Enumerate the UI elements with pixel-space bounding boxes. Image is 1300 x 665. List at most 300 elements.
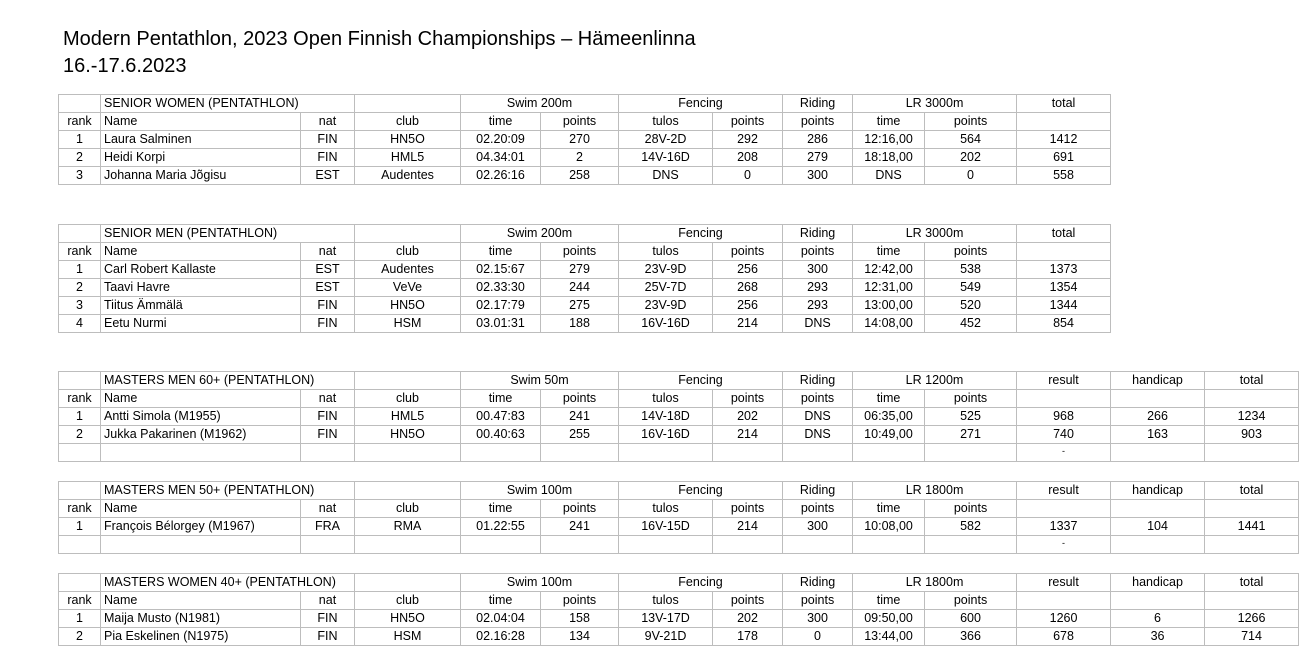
empty-cell xyxy=(1017,444,1111,462)
swim-time-cell: 02.20:09 xyxy=(461,131,541,149)
empty-cell xyxy=(1017,536,1111,554)
lr-points-cell: 600 xyxy=(925,610,1017,628)
fencing-points-cell: 202 xyxy=(713,408,783,426)
fencing-tulos-cell: 23V-9D xyxy=(619,261,713,279)
nat-cell: EST xyxy=(301,279,355,297)
empty-cell xyxy=(301,536,355,554)
name-cell: Eetu Nurmi xyxy=(101,315,301,333)
swim-time-cell: 02.16:28 xyxy=(461,628,541,646)
swim-time-cell: 02.26:16 xyxy=(461,167,541,185)
total-cell: 714 xyxy=(1205,628,1299,646)
club-cell: HSM xyxy=(355,628,461,646)
rank-header-blank xyxy=(59,574,101,592)
fencing-points-cell: 292 xyxy=(713,131,783,149)
name-cell: Pia Eskelinen (N1975) xyxy=(101,628,301,646)
table-row xyxy=(59,297,1111,315)
table-row xyxy=(59,610,1299,628)
fencing-points-cell: 268 xyxy=(713,279,783,297)
rank-cell: 1 xyxy=(59,261,101,279)
rank-cell: 1 xyxy=(59,518,101,536)
table-row xyxy=(59,518,1299,536)
name-cell: Jukka Pakarinen (M1962) xyxy=(101,426,301,444)
rank-column-header: rank xyxy=(59,243,101,261)
empty-cell xyxy=(925,536,1017,554)
swim-points-cell: 275 xyxy=(541,297,619,315)
riding-points-cell: DNS xyxy=(783,426,853,444)
fencing-points-cell: 202 xyxy=(713,610,783,628)
results-table xyxy=(58,94,1111,185)
rank-header-blank xyxy=(59,482,101,500)
rank-column-header: rank xyxy=(59,500,101,518)
club-cell: HN5O xyxy=(355,297,461,315)
lr-points-cell: 452 xyxy=(925,315,1017,333)
nat-cell: FIN xyxy=(301,408,355,426)
swim-header: Swim 50m xyxy=(461,372,619,390)
event-title: MASTERS WOMEN 40+ (PENTATHLON) xyxy=(101,574,301,592)
fencing-tulos-column-header: tulos xyxy=(619,500,713,518)
empty-cell xyxy=(461,536,541,554)
result-cell: 968 xyxy=(1017,408,1111,426)
total-header: total xyxy=(1205,482,1299,500)
fencing-points-cell: 0 xyxy=(713,167,783,185)
lr-points-cell: 549 xyxy=(925,279,1017,297)
empty-cell xyxy=(355,536,461,554)
handicap-cell: 104 xyxy=(1111,518,1205,536)
result-cell: 1337 xyxy=(1017,518,1111,536)
fencing-tulos-cell: 16V-15D xyxy=(619,518,713,536)
riding-points-column-header: points xyxy=(783,390,853,408)
lr-points-cell: 564 xyxy=(925,131,1017,149)
rank-cell: 3 xyxy=(59,167,101,185)
total-header: total xyxy=(1205,372,1299,390)
club-cell: RMA xyxy=(355,518,461,536)
empty-row xyxy=(59,444,1299,462)
club-cell: HSM xyxy=(355,315,461,333)
riding-points-cell: 300 xyxy=(783,518,853,536)
total-cell: 691 xyxy=(1017,149,1111,167)
document-title xyxy=(63,26,696,80)
riding-points-cell: 293 xyxy=(783,279,853,297)
riding-header: Riding xyxy=(783,574,853,592)
rank-cell: 1 xyxy=(59,131,101,149)
handicap-column-blank xyxy=(1111,592,1205,610)
results-table xyxy=(58,371,1299,462)
lr-points-column-header: points xyxy=(925,592,1017,610)
lr-time-cell: 13:44,00 xyxy=(853,628,925,646)
club-column-header: club xyxy=(355,113,461,131)
total-column-blank xyxy=(1017,243,1111,261)
lr-points-cell: 366 xyxy=(925,628,1017,646)
total-header: total xyxy=(1017,225,1111,243)
club-cell: HML5 xyxy=(355,149,461,167)
total-cell: 1234 xyxy=(1205,408,1299,426)
empty-cell xyxy=(1205,444,1299,462)
column-header-row xyxy=(59,500,1299,518)
name-column-header: Name xyxy=(101,113,301,131)
results-table xyxy=(58,481,1299,554)
column-header-row xyxy=(59,592,1299,610)
rank-header-blank xyxy=(59,95,101,113)
swim-points-cell: 241 xyxy=(541,408,619,426)
name-column-header: Name xyxy=(101,390,301,408)
empty-cell xyxy=(713,536,783,554)
dash-mark: - xyxy=(1062,537,1066,548)
nat-header-blank xyxy=(301,95,355,113)
club-cell: HN5O xyxy=(355,426,461,444)
empty-cell xyxy=(783,536,853,554)
empty-cell xyxy=(101,444,301,462)
swim-points-cell: 244 xyxy=(541,279,619,297)
lr-points-column-header: points xyxy=(925,500,1017,518)
result-header: result xyxy=(1017,482,1111,500)
swim-points-cell: 270 xyxy=(541,131,619,149)
swim-header: Swim 100m xyxy=(461,574,619,592)
empty-cell xyxy=(541,536,619,554)
result-column-blank xyxy=(1017,390,1111,408)
club-header-blank xyxy=(355,372,461,390)
swim-points-cell: 188 xyxy=(541,315,619,333)
handicap-cell: 36 xyxy=(1111,628,1205,646)
lr-time-column-header: time xyxy=(853,243,925,261)
lr-time-column-header: time xyxy=(853,390,925,408)
riding-points-column-header: points xyxy=(783,500,853,518)
riding-points-cell: 0 xyxy=(783,628,853,646)
club-column-header: club xyxy=(355,500,461,518)
lr-time-cell: 12:31,00 xyxy=(853,279,925,297)
lr-points-column-header: points xyxy=(925,243,1017,261)
rank-cell: 3 xyxy=(59,297,101,315)
table-row xyxy=(59,261,1111,279)
total-header: total xyxy=(1205,574,1299,592)
nat-cell: FIN xyxy=(301,628,355,646)
fencing-tulos-cell: 16V-16D xyxy=(619,315,713,333)
handicap-column-blank xyxy=(1111,500,1205,518)
swim-time-cell: 02.04:04 xyxy=(461,610,541,628)
total-cell: 1373 xyxy=(1017,261,1111,279)
fencing-header: Fencing xyxy=(619,95,783,113)
total-column-blank xyxy=(1205,500,1299,518)
club-cell: HN5O xyxy=(355,131,461,149)
swim-time-cell: 03.01:31 xyxy=(461,315,541,333)
table-row xyxy=(59,149,1111,167)
handicap-cell: 6 xyxy=(1111,610,1205,628)
nat-cell: FIN xyxy=(301,297,355,315)
fencing-points-column-header: points xyxy=(713,243,783,261)
club-cell: HML5 xyxy=(355,408,461,426)
riding-points-cell: 279 xyxy=(783,149,853,167)
swim-time-cell: 00.40:63 xyxy=(461,426,541,444)
riding-header: Riding xyxy=(783,482,853,500)
total-cell: 1266 xyxy=(1205,610,1299,628)
nat-cell: FIN xyxy=(301,131,355,149)
empty-cell xyxy=(853,444,925,462)
lr-points-cell: 271 xyxy=(925,426,1017,444)
total-cell: 903 xyxy=(1205,426,1299,444)
fencing-header: Fencing xyxy=(619,225,783,243)
fencing-header: Fencing xyxy=(619,482,783,500)
club-cell: Audentes xyxy=(355,261,461,279)
club-cell: HN5O xyxy=(355,610,461,628)
swim-points-cell: 279 xyxy=(541,261,619,279)
swim-time-cell: 01.22:55 xyxy=(461,518,541,536)
nat-header-blank xyxy=(301,225,355,243)
lr-points-column-header: points xyxy=(925,113,1017,131)
fencing-points-cell: 256 xyxy=(713,297,783,315)
empty-cell xyxy=(541,444,619,462)
total-cell: 1354 xyxy=(1017,279,1111,297)
total-header: total xyxy=(1017,95,1111,113)
column-header-row xyxy=(59,243,1111,261)
swim-points-cell: 255 xyxy=(541,426,619,444)
handicap-cell: 266 xyxy=(1111,408,1205,426)
name-cell: Johanna Maria Jõgisu xyxy=(101,167,301,185)
rank-cell: 1 xyxy=(59,408,101,426)
fencing-points-cell: 256 xyxy=(713,261,783,279)
swim-points-cell: 2 xyxy=(541,149,619,167)
rank-header-blank xyxy=(59,372,101,390)
empty-cell xyxy=(1111,536,1205,554)
riding-points-cell: 300 xyxy=(783,610,853,628)
swim-time-column-header: time xyxy=(461,592,541,610)
empty-cell xyxy=(59,444,101,462)
empty-cell xyxy=(301,444,355,462)
swim-time-cell: 02.17:79 xyxy=(461,297,541,315)
total-cell: 1441 xyxy=(1205,518,1299,536)
fencing-tulos-cell: 14V-18D xyxy=(619,408,713,426)
club-column-header: club xyxy=(355,243,461,261)
empty-cell xyxy=(853,536,925,554)
lr-header: LR 3000m xyxy=(853,95,1017,113)
empty-cell xyxy=(101,536,301,554)
lr-time-cell: 18:18,00 xyxy=(853,149,925,167)
fencing-tulos-cell: DNS xyxy=(619,167,713,185)
riding-points-cell: 300 xyxy=(783,167,853,185)
lr-header: LR 1800m xyxy=(853,482,1017,500)
lr-time-cell: 12:16,00 xyxy=(853,131,925,149)
table-row xyxy=(59,426,1299,444)
name-cell: Taavi Havre xyxy=(101,279,301,297)
name-column-header: Name xyxy=(101,500,301,518)
handicap-column-blank xyxy=(1111,390,1205,408)
riding-points-cell: 293 xyxy=(783,297,853,315)
fencing-tulos-column-header: tulos xyxy=(619,113,713,131)
nat-cell: EST xyxy=(301,167,355,185)
name-cell: Heidi Korpi xyxy=(101,149,301,167)
club-header-blank xyxy=(355,225,461,243)
nat-column-header: nat xyxy=(301,592,355,610)
riding-points-column-header: points xyxy=(783,592,853,610)
empty-cell xyxy=(355,444,461,462)
results-table xyxy=(58,224,1111,333)
rank-column-header: rank xyxy=(59,113,101,131)
fencing-points-cell: 178 xyxy=(713,628,783,646)
fencing-points-cell: 214 xyxy=(713,426,783,444)
group-header-row xyxy=(59,225,1111,243)
result-cell: 740 xyxy=(1017,426,1111,444)
fencing-tulos-cell: 9V-21D xyxy=(619,628,713,646)
event-title: MASTERS MEN 50+ (PENTATHLON) xyxy=(101,482,301,500)
lr-header: LR 1200m xyxy=(853,372,1017,390)
fencing-points-column-header: points xyxy=(713,500,783,518)
lr-time-cell: 12:42,00 xyxy=(853,261,925,279)
name-cell: Maija Musto (N1981) xyxy=(101,610,301,628)
club-cell: VeVe xyxy=(355,279,461,297)
rank-cell: 2 xyxy=(59,149,101,167)
nat-cell: FIN xyxy=(301,315,355,333)
swim-header: Swim 200m xyxy=(461,95,619,113)
rank-cell: 2 xyxy=(59,426,101,444)
group-header-row xyxy=(59,482,1299,500)
result-column-blank xyxy=(1017,500,1111,518)
total-cell: 558 xyxy=(1017,167,1111,185)
result-cell: 678 xyxy=(1017,628,1111,646)
empty-cell xyxy=(1111,444,1205,462)
nat-column-header: nat xyxy=(301,113,355,131)
nat-column-header: nat xyxy=(301,390,355,408)
fencing-points-cell: 208 xyxy=(713,149,783,167)
lr-time-cell: 06:35,00 xyxy=(853,408,925,426)
fencing-tulos-cell: 28V-2D xyxy=(619,131,713,149)
table-row xyxy=(59,315,1111,333)
fencing-tulos-cell: 13V-17D xyxy=(619,610,713,628)
rank-cell: 2 xyxy=(59,628,101,646)
event-title: MASTERS MEN 60+ (PENTATHLON) xyxy=(101,372,301,390)
swim-time-cell: 00.47:83 xyxy=(461,408,541,426)
riding-points-column-header: points xyxy=(783,113,853,131)
swim-time-cell: 02.15:67 xyxy=(461,261,541,279)
swim-points-column-header: points xyxy=(541,243,619,261)
swim-time-column-header: time xyxy=(461,500,541,518)
table-row xyxy=(59,408,1299,426)
rank-column-header: rank xyxy=(59,592,101,610)
swim-time-column-header: time xyxy=(461,243,541,261)
result-column-blank xyxy=(1017,592,1111,610)
results-table xyxy=(58,573,1299,646)
empty-cell xyxy=(1205,536,1299,554)
result-cell: 1260 xyxy=(1017,610,1111,628)
club-column-header: club xyxy=(355,592,461,610)
lr-points-column-header: points xyxy=(925,390,1017,408)
dash-mark: - xyxy=(1062,445,1066,456)
fencing-tulos-column-header: tulos xyxy=(619,390,713,408)
club-header-blank xyxy=(355,482,461,500)
fencing-points-column-header: points xyxy=(713,390,783,408)
nat-column-header: nat xyxy=(301,243,355,261)
handicap-header: handicap xyxy=(1111,574,1205,592)
nat-cell: FIN xyxy=(301,610,355,628)
fencing-points-cell: 214 xyxy=(713,518,783,536)
nat-cell: EST xyxy=(301,261,355,279)
fencing-points-column-header: points xyxy=(713,592,783,610)
club-column-header: club xyxy=(355,390,461,408)
swim-points-column-header: points xyxy=(541,113,619,131)
club-cell: Audentes xyxy=(355,167,461,185)
fencing-tulos-cell: 23V-9D xyxy=(619,297,713,315)
fencing-tulos-cell: 25V-7D xyxy=(619,279,713,297)
lr-time-cell: DNS xyxy=(853,167,925,185)
total-cell: 854 xyxy=(1017,315,1111,333)
page-title: Modern Pentathlon, 2023 Open Finnish Championships – Hämeenlinna xyxy=(63,28,696,50)
group-header-row xyxy=(59,372,1299,390)
handicap-header: handicap xyxy=(1111,482,1205,500)
fencing-tulos-column-header: tulos xyxy=(619,243,713,261)
nat-cell: FIN xyxy=(301,426,355,444)
swim-time-column-header: time xyxy=(461,390,541,408)
column-header-row xyxy=(59,390,1299,408)
riding-points-cell: 300 xyxy=(783,261,853,279)
lr-time-cell: 13:00,00 xyxy=(853,297,925,315)
lr-points-cell: 0 xyxy=(925,167,1017,185)
swim-points-column-header: points xyxy=(541,500,619,518)
rank-cell: 4 xyxy=(59,315,101,333)
empty-row xyxy=(59,536,1299,554)
swim-time-column-header: time xyxy=(461,113,541,131)
table-row xyxy=(59,628,1299,646)
name-column-header: Name xyxy=(101,243,301,261)
swim-points-column-header: points xyxy=(541,592,619,610)
name-column-header: Name xyxy=(101,592,301,610)
lr-time-column-header: time xyxy=(853,113,925,131)
event-dates: 16.-17.6.2023 xyxy=(63,55,187,77)
swim-points-cell: 158 xyxy=(541,610,619,628)
total-cell: 1412 xyxy=(1017,131,1111,149)
total-column-blank xyxy=(1205,390,1299,408)
empty-cell xyxy=(713,444,783,462)
lr-time-column-header: time xyxy=(853,592,925,610)
event-title: SENIOR WOMEN (PENTATHLON) xyxy=(101,95,301,113)
lr-time-cell: 09:50,00 xyxy=(853,610,925,628)
lr-points-cell: 582 xyxy=(925,518,1017,536)
empty-cell xyxy=(925,444,1017,462)
rank-column-header: rank xyxy=(59,390,101,408)
empty-cell xyxy=(619,444,713,462)
club-header-blank xyxy=(355,574,461,592)
table-row xyxy=(59,131,1111,149)
name-cell: Carl Robert Kallaste xyxy=(101,261,301,279)
lr-header: LR 1800m xyxy=(853,574,1017,592)
rank-cell: 2 xyxy=(59,279,101,297)
nat-column-header: nat xyxy=(301,500,355,518)
handicap-cell: 163 xyxy=(1111,426,1205,444)
lr-header: LR 3000m xyxy=(853,225,1017,243)
name-cell: Tiitus Ämmälä xyxy=(101,297,301,315)
fencing-points-column-header: points xyxy=(713,113,783,131)
nat-cell: FRA xyxy=(301,518,355,536)
fencing-header: Fencing xyxy=(619,574,783,592)
lr-points-cell: 202 xyxy=(925,149,1017,167)
group-header-row xyxy=(59,574,1299,592)
lr-time-cell: 10:49,00 xyxy=(853,426,925,444)
club-header-blank xyxy=(355,95,461,113)
swim-points-cell: 258 xyxy=(541,167,619,185)
swim-time-cell: 02.33:30 xyxy=(461,279,541,297)
riding-points-column-header: points xyxy=(783,243,853,261)
riding-header: Riding xyxy=(783,95,853,113)
lr-time-column-header: time xyxy=(853,500,925,518)
rank-header-blank xyxy=(59,225,101,243)
handicap-header: handicap xyxy=(1111,372,1205,390)
fencing-tulos-cell: 16V-16D xyxy=(619,426,713,444)
lr-points-cell: 538 xyxy=(925,261,1017,279)
empty-cell xyxy=(619,536,713,554)
total-column-blank xyxy=(1017,113,1111,131)
fencing-points-cell: 214 xyxy=(713,315,783,333)
name-cell: Antti Simola (M1955) xyxy=(101,408,301,426)
lr-time-cell: 10:08,00 xyxy=(853,518,925,536)
total-column-blank xyxy=(1205,592,1299,610)
empty-cell xyxy=(783,444,853,462)
event-title: SENIOR MEN (PENTATHLON) xyxy=(101,225,301,243)
